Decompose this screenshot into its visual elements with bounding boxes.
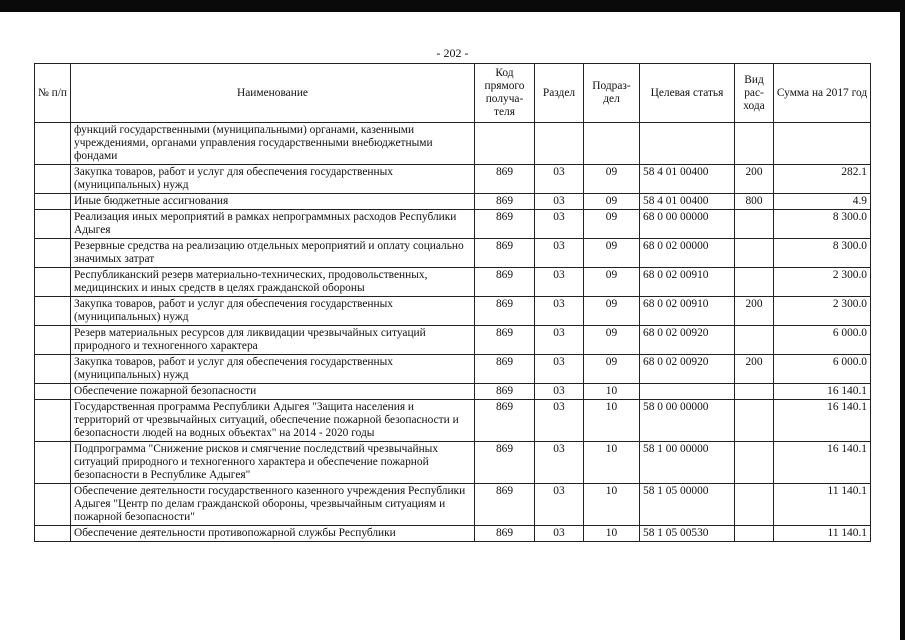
table-row <box>35 355 871 384</box>
cell-name: Республиканский резерв материально-технических, продовольственных, медицинских и иных средств в целях гражданской обороны <box>71 268 475 297</box>
cell-podrazdel: 09 <box>584 210 640 239</box>
cell-podrazdel: 09 <box>584 239 640 268</box>
cell-podrazdel: 10 <box>584 400 640 442</box>
cell-vid <box>735 268 774 297</box>
cell-sum: 6 000.0 <box>774 326 871 355</box>
cell-article: 68 0 02 00920 <box>640 326 735 355</box>
cell-code <box>475 123 535 165</box>
cell-vid <box>735 326 774 355</box>
cell-name: функций государственными (муниципальными) органами, казенными учреждениями, органами управления государственными внебюджетными фондами <box>71 123 475 165</box>
cell-vid <box>735 526 774 542</box>
cell-article: 58 1 05 00000 <box>640 484 735 526</box>
cell-num <box>35 326 71 355</box>
cell-podrazdel <box>584 123 640 165</box>
cell-num <box>35 526 71 542</box>
cell-vid <box>735 484 774 526</box>
cell-article: 58 0 00 00000 <box>640 400 735 442</box>
table-row <box>35 526 871 542</box>
cell-sum: 16 140.1 <box>774 442 871 484</box>
cell-sum <box>774 123 871 165</box>
cell-article: 68 0 02 00920 <box>640 355 735 384</box>
cell-num <box>35 239 71 268</box>
cell-podrazdel: 09 <box>584 194 640 210</box>
cell-vid <box>735 239 774 268</box>
cell-sum: 4.9 <box>774 194 871 210</box>
table-row <box>35 123 871 165</box>
cell-code: 869 <box>475 484 535 526</box>
cell-code: 869 <box>475 400 535 442</box>
cell-code: 869 <box>475 326 535 355</box>
cell-code: 869 <box>475 526 535 542</box>
cell-article: 68 0 02 00910 <box>640 297 735 326</box>
cell-name: Обеспечение пожарной безопасности <box>71 384 475 400</box>
cell-razdel: 03 <box>535 400 584 442</box>
cell-code: 869 <box>475 210 535 239</box>
cell-razdel: 03 <box>535 355 584 384</box>
cell-podrazdel: 10 <box>584 526 640 542</box>
cell-razdel: 03 <box>535 442 584 484</box>
cell-code: 869 <box>475 297 535 326</box>
cell-podrazdel: 09 <box>584 165 640 194</box>
col-header-sum: Сумма на 2017 год <box>774 64 871 123</box>
cell-podrazdel: 09 <box>584 297 640 326</box>
col-header-podrazdel: Подраз-дел <box>584 64 640 123</box>
table-header-row <box>35 64 871 123</box>
cell-num <box>35 210 71 239</box>
cell-num <box>35 442 71 484</box>
cell-code: 869 <box>475 442 535 484</box>
cell-razdel: 03 <box>535 239 584 268</box>
cell-article: 68 0 02 00000 <box>640 239 735 268</box>
cell-num <box>35 268 71 297</box>
cell-razdel: 03 <box>535 484 584 526</box>
table-row <box>35 384 871 400</box>
cell-sum: 16 140.1 <box>774 384 871 400</box>
col-header-razdel: Раздел <box>535 64 584 123</box>
cell-name: Иные бюджетные ассигнования <box>71 194 475 210</box>
cell-num <box>35 297 71 326</box>
cell-article: 68 0 00 00000 <box>640 210 735 239</box>
cell-num <box>35 123 71 165</box>
scan-top-border <box>0 0 905 12</box>
table-row <box>35 297 871 326</box>
cell-article: 58 4 01 00400 <box>640 194 735 210</box>
cell-sum: 6 000.0 <box>774 355 871 384</box>
cell-vid: 200 <box>735 297 774 326</box>
cell-name: Подпрограмма "Снижение рисков и смягчение последствий чрезвычайных ситуаций природного и техногенного характера и обеспечение пожарной безопасности в Республике Адыгея" <box>71 442 475 484</box>
cell-podrazdel: 10 <box>584 442 640 484</box>
col-header-num: № п/п <box>35 64 71 123</box>
cell-article <box>640 123 735 165</box>
cell-name: Реализация иных мероприятий в рамках непрограммных расходов Республики Адыгея <box>71 210 475 239</box>
cell-name: Закупка товаров, работ и услуг для обеспечения государственных (муниципальных) нужд <box>71 297 475 326</box>
cell-code: 869 <box>475 165 535 194</box>
cell-razdel: 03 <box>535 165 584 194</box>
cell-razdel: 03 <box>535 384 584 400</box>
cell-sum: 282.1 <box>774 165 871 194</box>
cell-sum: 11 140.1 <box>774 526 871 542</box>
cell-vid: 800 <box>735 194 774 210</box>
cell-name: Резерв материальных ресурсов для ликвидации чрезвычайных ситуаций природного и техногенного характера <box>71 326 475 355</box>
cell-article: 68 0 02 00910 <box>640 268 735 297</box>
cell-num <box>35 400 71 442</box>
budget-table <box>34 63 871 542</box>
table-row <box>35 442 871 484</box>
cell-name: Обеспечение деятельности противопожарной службы Республики <box>71 526 475 542</box>
cell-vid <box>735 400 774 442</box>
cell-sum: 8 300.0 <box>774 210 871 239</box>
cell-num <box>35 355 71 384</box>
cell-podrazdel: 10 <box>584 384 640 400</box>
table-row <box>35 194 871 210</box>
table-row <box>35 400 871 442</box>
col-header-article: Целевая статья <box>640 64 735 123</box>
cell-code: 869 <box>475 268 535 297</box>
page-number: - 202 - <box>436 46 469 60</box>
table-row <box>35 210 871 239</box>
cell-name: Государственная программа Республики Адыгея "Защита населения и территорий от чрезвычайных ситуаций, обеспечение пожарной безопасности и безопасности людей на водных объектах" на 2014 - 2020 годы <box>71 400 475 442</box>
cell-razdel: 03 <box>535 268 584 297</box>
cell-code: 869 <box>475 355 535 384</box>
cell-razdel: 03 <box>535 194 584 210</box>
cell-vid <box>735 210 774 239</box>
cell-sum: 16 140.1 <box>774 400 871 442</box>
cell-sum: 11 140.1 <box>774 484 871 526</box>
cell-name: Закупка товаров, работ и услуг для обеспечения государственных (муниципальных) нужд <box>71 355 475 384</box>
cell-vid: 200 <box>735 165 774 194</box>
cell-num <box>35 484 71 526</box>
cell-code: 869 <box>475 384 535 400</box>
cell-vid <box>735 442 774 484</box>
col-header-vid: Вид рас-хода <box>735 64 774 123</box>
cell-name: Обеспечение деятельности государственного казенного учреждения Республики Адыгея "Центр по делам гражданской обороны, чрезвычайным ситуациям и пожарной безопасности" <box>71 484 475 526</box>
cell-razdel <box>535 123 584 165</box>
cell-podrazdel: 09 <box>584 268 640 297</box>
cell-article: 58 4 01 00400 <box>640 165 735 194</box>
cell-name: Резервные средства на реализацию отдельных мероприятий и оплату социально значимых затрат <box>71 239 475 268</box>
cell-vid <box>735 384 774 400</box>
cell-sum: 8 300.0 <box>774 239 871 268</box>
cell-code: 869 <box>475 239 535 268</box>
cell-article: 58 1 05 00530 <box>640 526 735 542</box>
table-row <box>35 165 871 194</box>
cell-sum: 2 300.0 <box>774 297 871 326</box>
table-row <box>35 484 871 526</box>
table-row <box>35 268 871 297</box>
table-row <box>35 239 871 268</box>
col-header-code: Код прямого получа-теля <box>475 64 535 123</box>
scan-right-border <box>900 0 905 640</box>
cell-num <box>35 384 71 400</box>
col-header-name: Наименование <box>71 64 475 123</box>
cell-razdel: 03 <box>535 297 584 326</box>
cell-num <box>35 194 71 210</box>
cell-article <box>640 384 735 400</box>
cell-sum: 2 300.0 <box>774 268 871 297</box>
cell-podrazdel: 09 <box>584 326 640 355</box>
cell-podrazdel: 09 <box>584 355 640 384</box>
cell-vid: 200 <box>735 355 774 384</box>
cell-podrazdel: 10 <box>584 484 640 526</box>
cell-razdel: 03 <box>535 526 584 542</box>
cell-name: Закупка товаров, работ и услуг для обеспечения государственных (муниципальных) нужд <box>71 165 475 194</box>
table-row <box>35 326 871 355</box>
cell-razdel: 03 <box>535 326 584 355</box>
cell-num <box>35 165 71 194</box>
cell-vid <box>735 123 774 165</box>
cell-code: 869 <box>475 194 535 210</box>
cell-article: 58 1 00 00000 <box>640 442 735 484</box>
cell-razdel: 03 <box>535 210 584 239</box>
